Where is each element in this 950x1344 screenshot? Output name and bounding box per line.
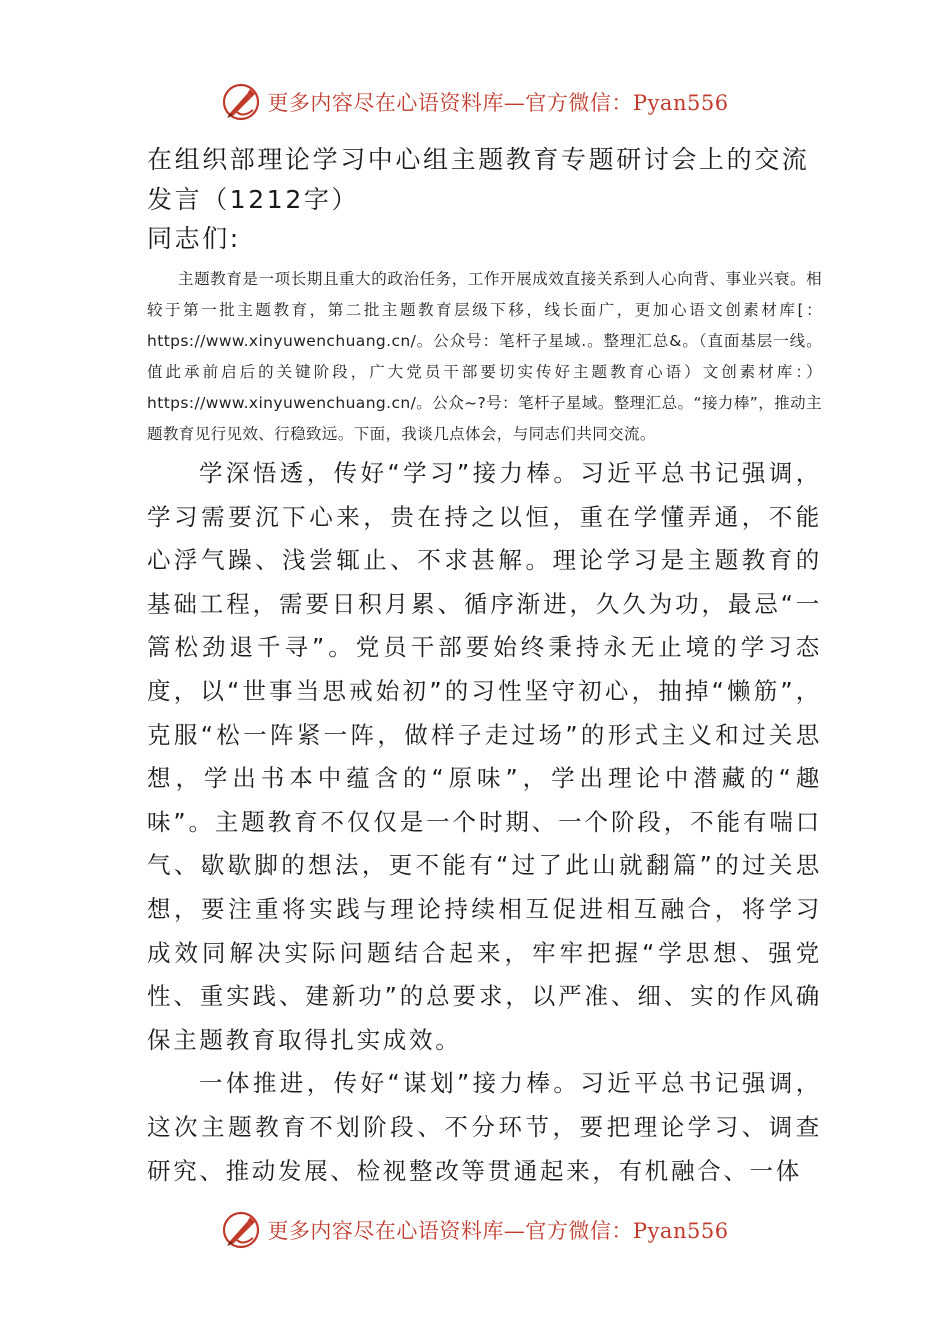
body-paragraph: 一体推进，传好“谋划”接力棒。习近平总书记强调，这次主题教育不划阶段、不分环节，要把理论学习、调查研究、推动发展、检视整改等贯通起来，有机融合、一体	[147, 1069, 822, 1185]
footer-banner-text: 更多内容尽在心语资料库—官方微信：Pyan556	[267, 1219, 729, 1243]
intro-paragraph: 主题教育是一项长期且重大的政治任务，工作开展成效直接关系到人心向背、事业兴衰。相较于第一批主题教育，第二批主题教育层级下移，线长面广，更加心语文创素材库[：https://www.xinyuwenchuang.cn/。公众号：笔杆子星域.。整理汇总&。（直面基层一线。值此承前启后的关键阶段，广大党员干部要切实传好主题教育心语）文创素材库：）https://www.xinyuwenchuang.cn/。公众~?号：笔杆子星域。整理汇总。“接力棒”，推动主题教育见行见效、行稳致远。下面，我谈几点体会，与同志们共同交流。	[147, 270, 822, 443]
document-body	[147, 140, 822, 1193]
header-banner	[0, 80, 950, 124]
document-title: 在组织部理论学习中心组主题教育专题研讨会上的交流发言（1212字）	[147, 145, 810, 214]
pen-nib-logo-icon	[221, 82, 261, 122]
greeting: 同志们:	[147, 224, 241, 253]
body-paragraph: 学深悟透，传好“学习”接力棒。习近平总书记强调，学习需要沉下心来，贵在持之以恒，重在学懂弄通，不能心浮气躁、浅尝辄止、不求甚解。理论学习是主题教育的基础工程，需要日积月累、循序渐进，久久为功，最忌“一篙松劲退千寻”。党员干部要始终秉持永无止境的学习态度，以“世事当思戒始初”的习性坚守初心，抽掉“懒筋”，克服“松一阵紧一阵，做样子走过场”的形式主义和过关思想，学出书本中蕴含的“原味”，学出理论中潜藏的“趣味”。主题教育不仅仅是一个时期、一个阶段，不能有喘口气、歇歇脚的想法，更不能有“过了此山就翻篇”的过关思想，要注重将实践与理论持续相互促进相互融合，将学习成效同解决实际问题结合起来，牢牢把握“学思想、强党性、重实践、建新功”的总要求，以严准、细、实的作风确保主题教育取得扎实成效。	[147, 459, 822, 1054]
pen-nib-logo-icon	[221, 1210, 261, 1250]
header-banner-text: 更多内容尽在心语资料库—官方微信：Pyan556	[267, 91, 729, 115]
footer-banner	[0, 1208, 950, 1252]
